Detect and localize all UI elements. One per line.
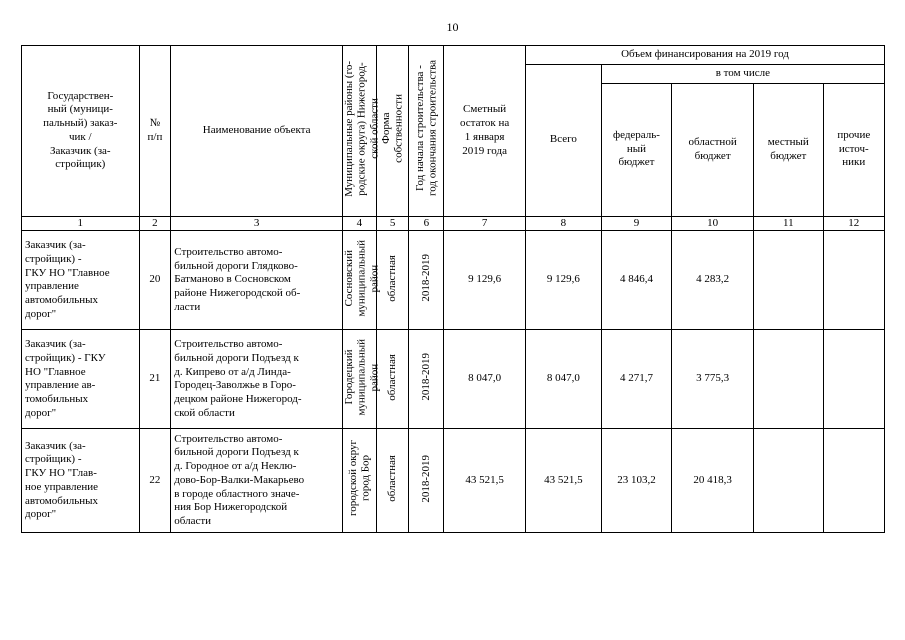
cell-other	[823, 330, 884, 429]
header-including: в том числе	[601, 64, 884, 83]
cell-num: 21	[139, 330, 171, 429]
cell-ownership: областная	[376, 429, 409, 533]
cell-ownership: областная	[376, 330, 409, 429]
cell-district: Городецкий муниципальный район	[343, 330, 377, 429]
header-federal: федераль- ный бюджет	[601, 83, 672, 216]
cell-other	[823, 231, 884, 330]
cell-object: Строительство автомо- бильной дороги Глядково- Батманово в Сосновском районе Нижегородской об- ласти	[171, 231, 343, 330]
cell-federal: 4 271,7	[601, 330, 672, 429]
cell-regional: 20 418,3	[672, 429, 754, 533]
column-number: 5	[376, 216, 409, 231]
financing-table	[21, 45, 885, 533]
page-number: 10	[446, 20, 459, 34]
cell-total: 43 521,5	[526, 429, 602, 533]
cell-years: 2018-2019	[409, 429, 444, 533]
table-row	[22, 429, 885, 533]
cell-ownership: областная	[376, 231, 409, 330]
cell-total: 8 047,0	[526, 330, 602, 429]
header-customer: Государствен- ный (муници- пальный) заказ- чик / Заказчик (за- стройщик)	[22, 46, 140, 217]
cell-object: Строительство автомо- бильной дороги Подъезд к д. Городное от а/д Неклю- дово-Бор-Валки-Макарьево в городе областного значе- ния Бор Нижегородской области	[171, 429, 343, 533]
cell-regional: 4 283,2	[672, 231, 754, 330]
cell-object: Строительство автомо- бильной дороги Подъезд к д. Кипрево от а/д Линда- Городец-Заволжье в Горо- децком районе Нижегород- ской области	[171, 330, 343, 429]
column-number: 4	[343, 216, 377, 231]
header-num: № п/п	[139, 46, 171, 217]
column-number: 1	[22, 216, 140, 231]
table-row	[22, 330, 885, 429]
cell-federal: 23 103,2	[601, 429, 672, 533]
header-local: местный бюджет	[754, 83, 824, 216]
cell-total: 9 129,6	[526, 231, 602, 330]
header-district: Муниципальные районы (го- родские округа) Нижегород- ской области	[343, 46, 377, 217]
cell-customer: Заказчик (за- стройщик) - ГКУ НО "Глав- ное управление автомобильных дорог"	[22, 429, 140, 533]
cell-estimate: 8 047,0	[444, 330, 526, 429]
cell-years: 2018-2019	[409, 330, 444, 429]
column-number: 12	[823, 216, 884, 231]
header-estimate: Сметный остаток на 1 января 2019 года	[444, 46, 526, 217]
cell-other	[823, 429, 884, 533]
cell-estimate: 9 129,6	[444, 231, 526, 330]
cell-num: 20	[139, 231, 171, 330]
column-number: 7	[444, 216, 526, 231]
cell-local	[754, 231, 824, 330]
cell-estimate: 43 521,5	[444, 429, 526, 533]
header-financing: Объем финансирования на 2019 год	[526, 46, 885, 65]
header-years: Год начала строительства - год окончания строительства	[409, 46, 444, 217]
cell-federal: 4 846,4	[601, 231, 672, 330]
cell-district: городской округ город Бор	[343, 429, 377, 533]
cell-num: 22	[139, 429, 171, 533]
table-row	[22, 231, 885, 330]
column-number: 10	[672, 216, 754, 231]
column-number: 2	[139, 216, 171, 231]
header-ownership: Форма собственности	[376, 46, 409, 217]
cell-district: Сосновский муниципальный район	[343, 231, 377, 330]
header-other: прочие источ- ники	[823, 83, 884, 216]
cell-local	[754, 330, 824, 429]
column-number: 9	[601, 216, 672, 231]
column-number: 6	[409, 216, 444, 231]
cell-customer: Заказчик (за- стройщик) - ГКУ НО "Главное управление ав- томобильных дорог"	[22, 330, 140, 429]
column-number-row	[22, 216, 885, 231]
header-object: Наименование объекта	[171, 46, 343, 217]
cell-years: 2018-2019	[409, 231, 444, 330]
cell-regional: 3 775,3	[672, 330, 754, 429]
column-number: 11	[754, 216, 824, 231]
column-number: 3	[171, 216, 343, 231]
cell-local	[754, 429, 824, 533]
header-total: Всего	[526, 64, 602, 216]
column-number: 8	[526, 216, 602, 231]
cell-customer: Заказчик (за- стройщик) - ГКУ НО "Главное управление автомобильных дорог"	[22, 231, 140, 330]
header-regional: областной бюджет	[672, 83, 754, 216]
